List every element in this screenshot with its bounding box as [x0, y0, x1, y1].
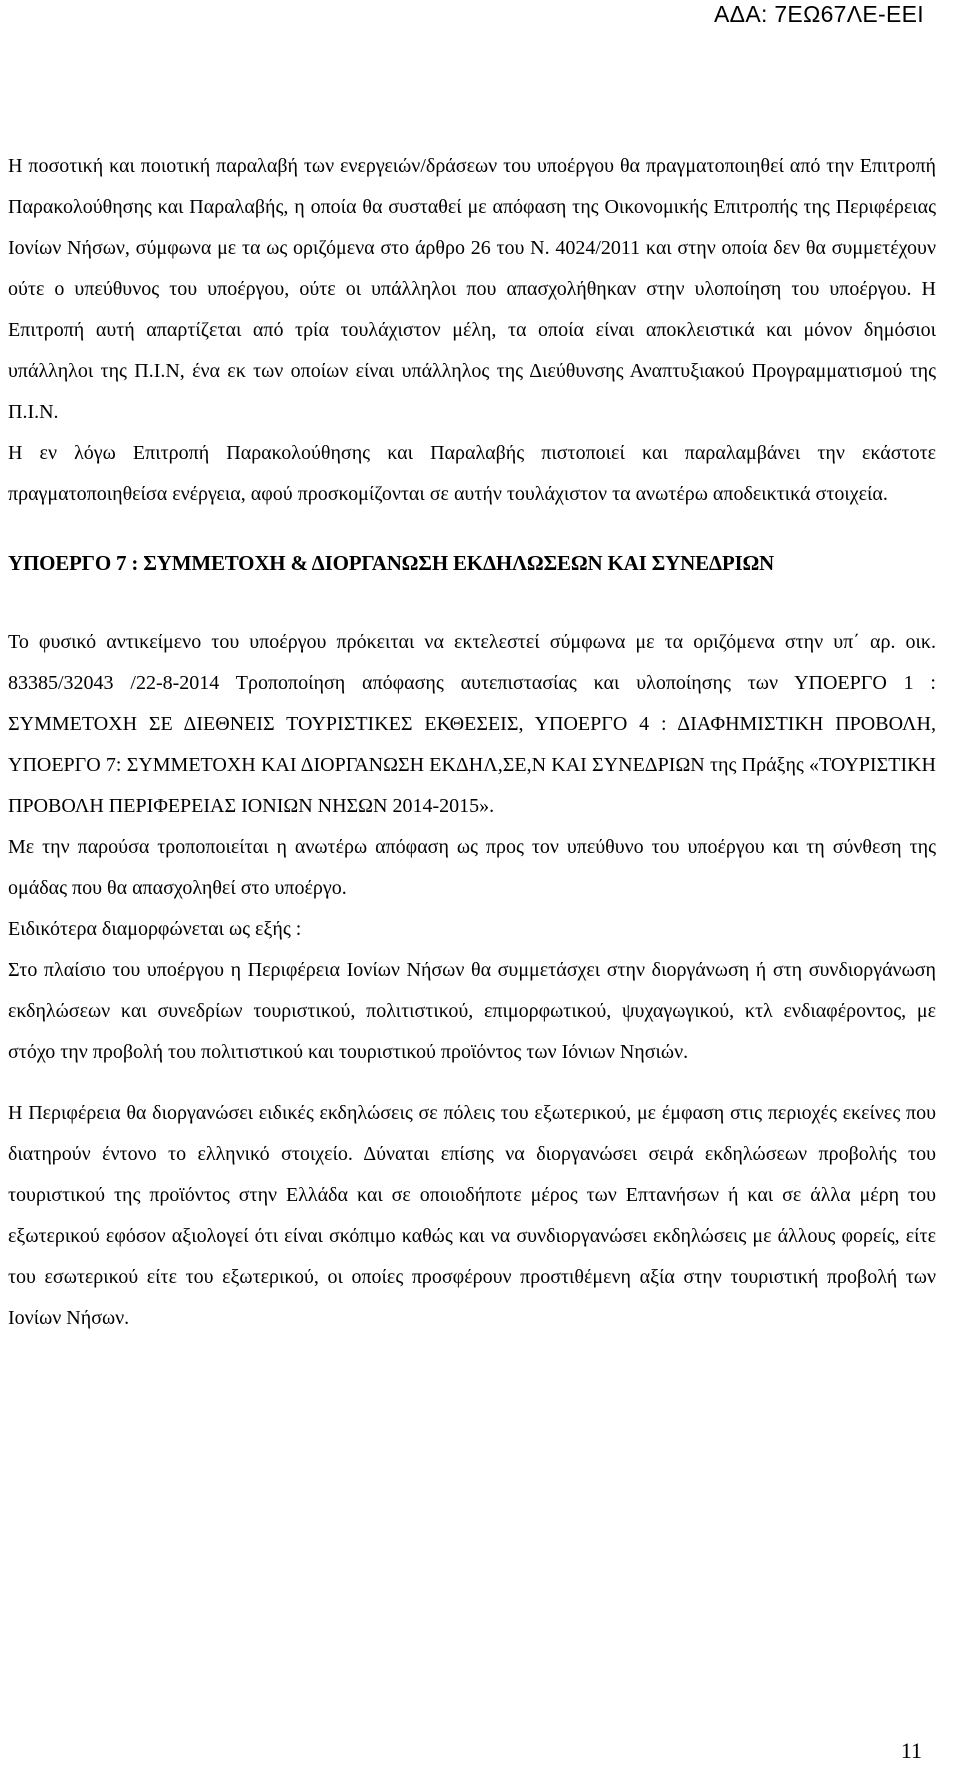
section-heading: ΥΠΟΕΡΓΟ 7 : ΣΥΜΜΕΤΟΧΗ & ΔΙΟΡΓΑΝΩΣΗ ΕΚΔΗΛΩΣΕΩΝ ΚΑΙ ΣΥΝΕΔΡΙΩΝ — [8, 551, 775, 575]
page-number: 11 — [900, 1738, 922, 1763]
ada-code: ΑΔΑ: 7ΕΩ67ΛΕ-ΕΕΙ — [714, 1, 924, 27]
paragraph-events-abroad: Η Περιφέρεια θα διοργανώσει ειδικές εκδηλώσεις σε πόλεις του εξωτερικού, με έμφαση στις περιοχές εκείνες που διατηρούν έντονο το ελληνικό στοιχείο. Δύναται επίσης να διοργανώσει σειρά εκδηλώσεων προβολής του τουριστικού της προϊόντος στην Ελλάδα και σε οποιοδήποτε μέρος των Επτανήσων ή και σε άλλα μέρη του εξωτερικού εφόσον αξιολογεί ότι είναι σκόπιμο καθώς και να συνδιοργανώσει εκδηλώσεις με άλλους φορείς, είτε του εσωτερικού είτε του εξωτερικού, οι οποίες προσφέρουν προστιθέμενη αξία στην τουριστική προβολή των Ιονίων Νήσων. — [8, 1102, 936, 1329]
paragraph-physical-object: Το φυσικό αντικείμενο του υποέργου πρόκειται να εκτελεστεί σύμφωνα με τα οριζόμενα στην υπ΄ αρ. οικ. 83385/32043 /22-8-2014 Τροποποίηση απόφασης αυτεπιστασίας και υλοποίησης των ΥΠΟΕΡΓΟ 1 : ΣΥΜΜΕΤΟΧΗ ΣΕ ΔΙΕΘΝΕΙΣ ΤΟΥΡΙΣΤΙΚΕΣ ΕΚΘΕΣΕΙΣ, ΥΠΟΕΡΓΟ 4 : ΔΙΑΦΗΜΙΣΤΙΚΗ ΠΡΟΒΟΛΗ, ΥΠΟΕΡΓΟ 7: ΣΥΜΜΕΤΟΧΗ ΚΑΙ ΔΙΟΡΓΑΝΩΣΗ ΕΚΔΗΛ,ΣΕ,Ν ΚΑΙ ΣΥΝΕΔΡΙΩΝ της Πράξης «ΤΟΥΡΙΣΤΙΚΗ ΠΡΟΒΟΛΗ ΠΕΡΙΦΕΡΕΙΑΣ ΙΟΝΙΩΝ ΝΗΣΩΝ 2014-2015». — [8, 631, 936, 817]
paragraph-amendment: Με την παρούσα τροποποιείται η ανωτέρω απόφαση ως προς τον υπεύθυνο του υποέργου και τη σύνθεση της ομάδας που θα απασχοληθεί στο υποέργο. — [8, 836, 936, 899]
paragraph-specifically: Ειδικότερα διαμορφώνεται ως εξής : — [8, 918, 302, 940]
paragraph-committee-certification: Η εν λόγω Επιτροπή Παρακολούθησης και Παραλαβής πιστοποιεί και παραλαμβάνει την εκάστοτε πραγματοποιηθείσα ενέργεια, αφού προσκομίζονται σε αυτήν τουλάχιστον τα ανωτέρω αποδεικτικά στοιχεία. — [8, 442, 936, 505]
document-body — [8, 146, 936, 1339]
paragraph-acceptance-committee: Η ποσοτική και ποιοτική παραλαβή των ενεργειών/δράσεων του υποέργου θα πραγματοποιηθεί από την Επιτροπή Παρακολούθησης και Παραλαβής, η οποία θα συσταθεί με απόφαση της Οικονομικής Επιτροπής της Περιφέρειας Ιονίων Νήσων, σύμφωνα με τα ως οριζόμενα στο άρθρο 26 του Ν. 4024/2011 και στην οποία δεν θα συμμετέχουν ούτε ο υπεύθυνος του υποέργου, ούτε οι υπάλληλοι που απασχολήθηκαν στην υλοποίηση του υποέργου. Η Επιτροπή αυτή απαρτίζεται από τρία τουλάχιστον μέλη, τα οποία είναι αποκλειστικά και μόνον δημόσιοι υπάλληλοι της Π.Ι.Ν, ένα εκ των οποίων είναι υπάλληλος της Διεύθυνσης Αναπτυξιακού Προγραμματισμού της Π.Ι.Ν. — [8, 155, 936, 423]
paragraph-framework: Στο πλαίσιο του υποέργου η Περιφέρεια Ιονίων Νήσων θα συμμετάσχει στην διοργάνωση ή στη συνδιοργάνωση εκδηλώσεων και συνεδρίων τουριστικού, πολιτιστικού, επιμορφωτικού, ψυχαγωγικού, κτλ ενδιαφέροντος, με στόχο την προβολή του πολιτιστικού και τουριστικού προϊόντος των Ιόνιων Νησιών. — [8, 959, 936, 1063]
